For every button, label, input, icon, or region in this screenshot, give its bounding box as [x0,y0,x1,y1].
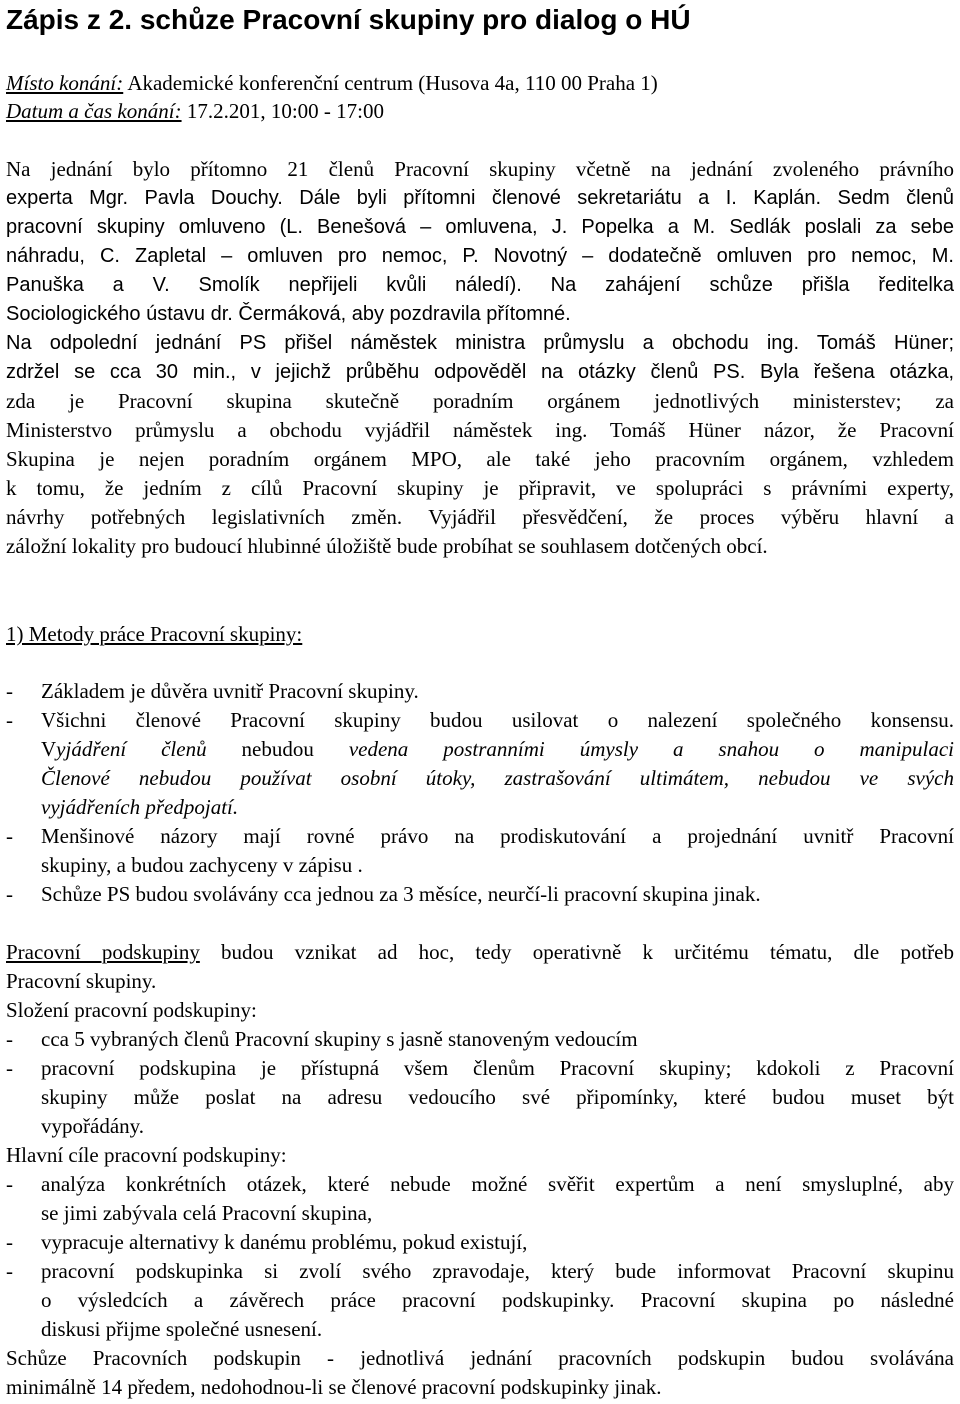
final-paragraph-line: minimálně 14 předem, nedohodnou-li se členové pracovní podskupinky jinak. [6,1375,662,1399]
list-item-continuation [41,735,954,764]
list-dash: - [6,882,13,906]
list-dash: - [6,824,13,848]
intro-line: Ministerstvo průmyslu a obchodu vyjádřil náměstek ing. Tomáš Hüner názor, že Pracovní [6,418,954,442]
list-dash: - [6,708,13,732]
intro-line: Sociologického ústavu dr. Čermáková, aby pozdravila přítomné. [6,303,571,325]
place-label: Místo konání: [6,71,124,95]
datetime-value: 17.2.201, 10:00 - 17:00 [181,99,384,123]
list-item-continuation: se jimi zabývala celá Pracovní skupina, [41,1201,373,1225]
subgroup-paragraph [6,938,954,967]
intro-line: Na jednání bylo přítomno 21 členů Pracovní skupiny včetně na jednání zvoleného právního [6,157,954,181]
list-item: Všichni členové Pracovní skupiny budou usilovat o nalezení společného konsensu. [41,708,954,732]
list-item: pracovní podskupina je přístupná všem členům Pracovní skupiny; kdokoli z Pracovní [41,1056,954,1080]
list-dash: - [6,1259,13,1283]
goals-label: Hlavní cíle pracovní podskupiny: [6,1143,287,1167]
intro-line: experta Mgr. Pavla Douchy. Dále byli přítomni členové sekretariátu a I. Kaplán. Sedm členů [6,187,954,209]
intro-line: náhradu, C. Zapletal – omluven pro nemoc, P. Novotný – dodatečně omluven pro nemoc, M. [6,245,954,267]
list-item: Menšinové názory mají rovné právo na prodiskutování a projednání uvnitř Pracovní [41,824,954,848]
list-item: cca 5 vybraných členů Pracovní skupiny s jasně stanoveným vedoucím [41,1027,638,1051]
text-fragment: nebudou [206,737,349,761]
subgroup-term: Pracovní podskupiny [6,940,200,964]
intro-line: Skupina je nejen poradním orgánem MPO, ale také jeho pracovním orgánem, vzhledem [6,447,954,471]
intro-line: k tomu, že jedním z cílů Pracovní skupiny je připravit, ve spolupráci s právními experty, [6,476,954,500]
list-dash: - [6,679,13,703]
section-heading: 1) Metody práce Pracovní skupiny: [6,622,303,646]
intro-line: Panuška a V. Smolík nepřijeli kvůli náledí). Na zahájení schůze přišla ředitelka [6,274,954,296]
text-fragment: budou vznikat ad hoc, tedy operativně k určitému tématu, dle potřeb [199,940,954,964]
list-dash: - [6,1056,13,1080]
meeting-datetime [6,97,384,126]
list-item: Základem je důvěra uvnitř Pracovní skupiny. [41,679,419,703]
place-value: Akademické konferenční centrum (Husova 4a, 110 00 Praha 1) [123,71,658,95]
intro-line: zdržel se cca 30 min., v jejichž průběhu odpověděl na otázky členů PS. Byla řešena otázka, [6,361,954,383]
subgroup-paragraph-line: Pracovní skupiny. [6,969,157,993]
final-paragraph-line: Schůze Pracovních podskupin - jednotlivá jednání pracovních podskupin budou svolávána [6,1346,954,1370]
intro-line: zda je Pracovní skupina skutečně poradním orgánem jednotlivých ministerstev; za [6,389,954,413]
meeting-place [6,69,658,98]
list-item-continuation: Členové nebudou používat osobní útoky, zastrašování ultimátem, nebudou ve svých [41,766,954,790]
list-item-continuation: skupiny, a budou zachyceny v zápisu . [41,853,363,877]
text-fragment: yjádření členů [56,737,207,761]
list-dash: - [6,1172,13,1196]
page-title: Zápis z 2. schůze Pracovní skupiny pro dialog o HÚ [6,4,691,35]
list-dash: - [6,1027,13,1051]
intro-line: záložní lokality pro budoucí hlubinné úložiště bude probíhat se souhlasem dotčených obcí. [6,534,768,558]
text-fragment: vedena postranními úmysly a snahou o manipulaci [348,737,954,761]
composition-label: Složení pracovní podskupiny: [6,998,257,1022]
intro-line: návrhy potřebných legislativních změn. Vyjádřil přesvědčení, že proces výběru hlavní a [6,505,954,529]
text-fragment: V [41,737,57,761]
list-item-continuation: skupiny může poslat na adresu vedoucího své připomínky, které budou muset být [41,1085,954,1109]
list-item: pracovní podskupinka si zvolí svého zpravodaje, který bude informovat Pracovní skupinu [41,1259,954,1283]
list-item-continuation: o výsledcích a závěrech práce pracovní podskupinky. Pracovní skupina po následné [41,1288,954,1312]
list-dash: - [6,1230,13,1254]
list-item: analýza konkrétních otázek, které nebude možné svěřit expertům a není smysluplné, aby [41,1172,954,1196]
intro-line: Na odpolední jednání PS přišel náměstek ministra průmyslu a obchodu ing. Tomáš Hüner; [6,332,954,354]
list-item-continuation: vyjádřeních předpojatí. [41,795,239,819]
datetime-label: Datum a čas konání: [6,99,182,123]
list-item: vypracuje alternativy k danému problému, pokud existují, [41,1230,528,1254]
list-item-continuation: diskusi přijme společné usnesení. [41,1317,323,1341]
list-item-continuation: vypořádány. [41,1114,145,1138]
intro-line: pracovní skupiny omluveno (L. Benešová – omluvena, J. Popelka a M. Sedlák poslali za sebe [6,216,954,238]
list-item: Schůze PS budou svolávány cca jednou za 3 měsíce, neurčí-li pracovní skupina jinak. [41,882,761,906]
